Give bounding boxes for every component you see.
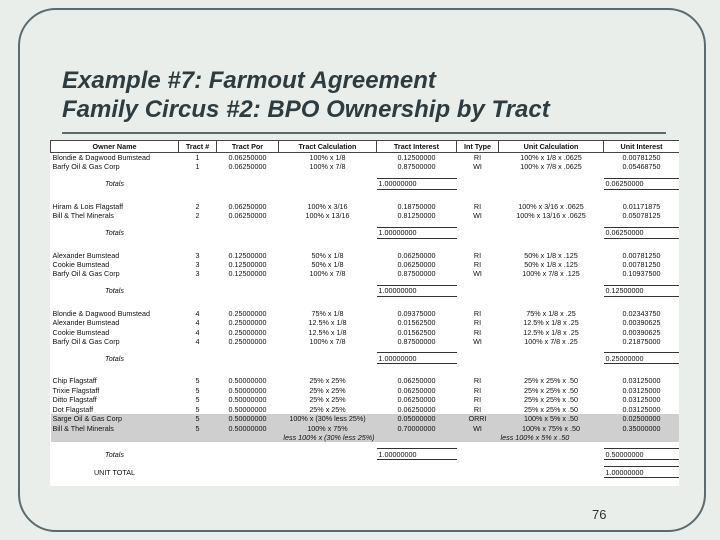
table-cell: 0.01562500 [397, 318, 436, 328]
table-cell: 0.03125000 [622, 385, 661, 395]
table-cell: 12.5% x 1/8 [308, 318, 347, 328]
tract-interest-total: 1.00000000 [377, 178, 457, 189]
totals-label: Totals [105, 286, 124, 296]
table-header-row [51, 141, 680, 153]
table-cell: Cookie Bumstead [52, 327, 110, 337]
table-cell: 0.00390625 [622, 318, 661, 328]
table-cell: 0.00390625 [622, 327, 661, 337]
table-cell: 0.25000000 [228, 337, 267, 347]
totals-row [51, 285, 680, 296]
table-cell: Sarge Oil & Gas Corp [51, 414, 179, 423]
table-cell: 0.00781250 [622, 250, 661, 260]
table-cell: 75% x 1/8 [311, 308, 344, 318]
column-header: Tract Interest [377, 141, 457, 153]
table-cell: 0.00781250 [622, 260, 661, 270]
table-cell: 5 [195, 385, 200, 395]
table-cell: 0.03125000 [622, 395, 661, 405]
column-header: Tract Calculation [279, 141, 377, 153]
table-cell: 0.87500000 [397, 269, 436, 279]
table-cell: 0.02500000 [604, 414, 680, 423]
table-row [51, 251, 680, 260]
page-number: 76 [592, 507, 607, 522]
totals-label: Totals [105, 227, 124, 237]
table-cell: WI [473, 269, 482, 279]
table-cell: 25% x 25% x .50 [524, 404, 578, 414]
table-cell: 12.5% x 1/8 [308, 327, 347, 337]
table-cell: 25% x 25% x .50 [524, 395, 578, 405]
table-cell: RI [473, 153, 482, 162]
less-tract-calculation: less 100% x (30% less 25%) [217, 433, 377, 442]
unit-total-label: UNIT TOTAL [93, 467, 135, 477]
table-cell: 25% x 25% [309, 385, 346, 395]
table-cell: 0.06250000 [397, 250, 436, 260]
table-cell: 12.5% x 1/8 x .25 [523, 327, 579, 337]
unit-interest-total: 0.25000000 [604, 353, 680, 364]
spacer-row [51, 460, 680, 467]
table-cell: 0.06250000 [228, 153, 267, 162]
table-cell: 0.35000000 [604, 424, 680, 433]
table-cell: 50% x 1/8 [311, 260, 344, 270]
table-cell: 0.06250000 [228, 211, 267, 221]
table-cell: 12.5% x 1/8 x .25 [523, 318, 579, 328]
table-cell: 25% x 25% x .50 [524, 376, 578, 386]
column-header: Int Type [457, 141, 499, 153]
table-cell: 0.18750000 [397, 201, 436, 211]
table-cell: Blondie & Dagwood Bumstead [52, 308, 150, 318]
table-cell: Alexander Bumstead [52, 318, 120, 328]
table-cell: 100% x (30% less 25%) [279, 414, 377, 423]
table-cell: 5 [195, 395, 200, 405]
table-cell: Cookie Bumstead [52, 260, 110, 270]
table-row [51, 395, 680, 404]
table-cell: 0.05468750 [622, 162, 661, 172]
totals-label: Totals [105, 449, 124, 459]
table-cell: 0.21875000 [622, 337, 661, 347]
column-header: Owner Name [51, 141, 179, 153]
less-note-row [51, 433, 680, 442]
title-line-2: Family Circus #2: BPO Ownership by Tract [62, 96, 550, 123]
table-cell: 0.00781250 [622, 153, 661, 162]
totals-row [51, 449, 680, 460]
table-cell: 0.50000000 [228, 404, 267, 414]
table-cell: RI [473, 327, 482, 337]
table-cell: 5 [179, 414, 217, 423]
table-row [51, 269, 680, 278]
unit-interest-total: 0.50000000 [604, 449, 680, 460]
table-cell: Barfy Oil & Gas Corp [52, 337, 120, 347]
table-cell: RI [473, 404, 482, 414]
unit-interest-total: 0.06250000 [604, 178, 680, 189]
table-cell: RI [473, 260, 482, 270]
table-cell: 0.10937500 [622, 269, 661, 279]
table-row [51, 318, 680, 327]
table-cell: 100% x 3/16 [307, 201, 348, 211]
table-cell: 0.05000000 [377, 414, 457, 423]
tract-interest-total: 1.00000000 [377, 353, 457, 364]
table-cell: 4 [195, 327, 200, 337]
table-cell: 0.06250000 [228, 162, 267, 172]
table-cell: RI [473, 385, 482, 395]
table-cell: 0.87500000 [397, 162, 436, 172]
table-cell: RI [473, 250, 482, 260]
table-cell: 100% x 1/8 [309, 153, 346, 162]
table-cell: 0.06250000 [397, 404, 436, 414]
table-cell: ORRI [457, 414, 499, 423]
table-cell: 0.12500000 [228, 250, 267, 260]
table-cell: 1 [195, 153, 200, 162]
table-cell: 0.06250000 [397, 376, 436, 386]
table-cell: 0.50000000 [217, 424, 279, 433]
table-row [51, 386, 680, 395]
table-cell: 0.01171875 [622, 201, 661, 211]
table-row [51, 414, 680, 423]
table-cell: 100% x 7/8 x .125 [522, 269, 580, 279]
table-cell: Hiram & Lois Flagstaff [52, 201, 124, 211]
table-cell: Bill & Thel Minerals [51, 424, 179, 433]
table-row [51, 153, 680, 163]
table-cell: 0.06250000 [397, 395, 436, 405]
tract-interest-total: 1.00000000 [377, 227, 457, 238]
table-cell: 0.70000000 [377, 424, 457, 433]
tract-interest-total: 1.00000000 [377, 285, 457, 296]
table-cell: 100% x 1/8 x .0625 [520, 153, 582, 162]
table-cell: 5 [179, 424, 217, 433]
table-cell: 0.12500000 [228, 269, 267, 279]
table-cell: 5 [195, 404, 200, 414]
less-unit-calculation: less 100% x 5% x .50 [499, 433, 680, 442]
table-cell: RI [473, 318, 482, 328]
unit-total-value: 1.00000000 [604, 467, 680, 478]
table-cell: Barfy Oil & Gas Corp [52, 269, 120, 279]
table-cell: Bill & Thel Minerals [52, 211, 114, 221]
table-cell: Dot Flagstaff [52, 404, 94, 414]
unit-interest-total: 0.12500000 [604, 285, 680, 296]
table-cell: 100% x 7/8 x .0625 [520, 162, 582, 172]
table-cell: 25% x 25% [309, 404, 346, 414]
table-cell: 100% x 7/8 [309, 337, 346, 347]
table-cell: 100% x 75% [279, 424, 377, 433]
totals-label: Totals [105, 353, 124, 363]
table-cell: 100% x 13/16 x .0625 [516, 211, 586, 221]
table-cell: 4 [195, 318, 200, 328]
bpo-ownership-table [50, 140, 679, 478]
table-cell: 100% x 13/16 [305, 211, 350, 221]
column-header: Tract # [179, 141, 217, 153]
column-header: Unit Calculation [499, 141, 604, 153]
table-row [51, 337, 680, 346]
table-cell: RI [473, 395, 482, 405]
table-cell: RI [473, 201, 482, 211]
table-cell: Alexander Bumstead [52, 250, 120, 260]
table-row [51, 376, 680, 385]
table-cell: 2 [195, 201, 200, 211]
table-cell: 4 [195, 337, 200, 347]
table-cell: 100% x 75% x .50 [499, 424, 604, 433]
table-cell: WI [473, 211, 482, 221]
table-cell: WI [473, 162, 482, 172]
table-cell: WI [457, 424, 499, 433]
table-cell: 25% x 25% x .50 [524, 385, 578, 395]
title-line-1: Example #7: Farmout Agreement [62, 67, 436, 94]
table-cell: Ditto Flagstaff [52, 395, 97, 405]
table-cell: 0.06250000 [397, 260, 436, 270]
unit-interest-total: 0.06250000 [604, 227, 680, 238]
totals-label: Totals [105, 179, 124, 189]
table-body [51, 153, 680, 478]
table-cell: 0.12500000 [228, 260, 267, 270]
table-cell: Trixie Flagstaff [52, 385, 100, 395]
table-cell: WI [473, 337, 482, 347]
table-cell: 100% x 7/8 [309, 162, 346, 172]
table-cell: 0.25000000 [228, 318, 267, 328]
table-cell: 0.50000000 [228, 385, 267, 395]
table-cell: 50% x 1/8 x .125 [524, 250, 578, 260]
column-header: Unit Interest [604, 141, 680, 153]
table-row [51, 260, 680, 269]
totals-row [51, 178, 680, 189]
table-cell: 0.25000000 [228, 308, 267, 318]
table-row [51, 202, 680, 211]
table-cell: 0.50000000 [228, 395, 267, 405]
title-rule [62, 132, 666, 134]
table-cell: 100% x 5% x .50 [499, 414, 604, 423]
tract-interest-total: 1.00000000 [377, 449, 457, 460]
table-cell: 25% x 25% [309, 395, 346, 405]
table-cell: 0.02343750 [622, 308, 661, 318]
table-cell: 0.03125000 [622, 376, 661, 386]
table-cell: RI [473, 376, 482, 386]
table-cell: 5 [195, 376, 200, 386]
table-cell: 100% x 3/16 x .0625 [518, 201, 584, 211]
table-cell: 0.87500000 [397, 337, 436, 347]
table-cell: Chip Flagstaff [52, 376, 97, 386]
table-cell: 4 [195, 308, 200, 318]
ownership-spreadsheet [50, 140, 679, 486]
totals-row [51, 227, 680, 238]
table-cell: 0.25000000 [228, 327, 267, 337]
table-cell: 0.50000000 [217, 414, 279, 423]
table-cell: Blondie & Dagwood Bumstead [52, 153, 150, 162]
table-cell: Barfy Oil & Gas Corp [52, 162, 120, 172]
table-cell: 3 [195, 250, 200, 260]
table-cell: 0.01562500 [397, 327, 436, 337]
column-header: Tract Por [217, 141, 279, 153]
table-cell: 100% x 7/8 x .25 [524, 337, 578, 347]
table-row [51, 424, 680, 433]
table-cell: RI [473, 308, 482, 318]
table-row [51, 309, 680, 318]
table-cell: 50% x 1/8 [311, 250, 344, 260]
table-cell: 0.09375000 [397, 308, 436, 318]
table-cell: 3 [195, 260, 200, 270]
table-row [51, 162, 680, 171]
table-cell: 0.06250000 [397, 385, 436, 395]
table-cell: 75% x 1/8 x .25 [526, 308, 576, 318]
table-row [51, 211, 680, 220]
table-cell: 50% x 1/8 x .125 [524, 260, 578, 270]
table-cell: 0.50000000 [228, 376, 267, 386]
table-cell: 3 [195, 269, 200, 279]
table-cell: 25% x 25% [309, 376, 346, 386]
table-row [51, 405, 680, 414]
table-cell: 2 [195, 211, 200, 221]
table-cell: 0.12500000 [397, 153, 436, 162]
unit-total-row [51, 467, 680, 478]
table-cell: 0.06250000 [228, 201, 267, 211]
totals-row [51, 353, 680, 364]
slide-title [62, 66, 682, 124]
table-cell: 100% x 7/8 [309, 269, 346, 279]
table-cell: 0.05078125 [622, 211, 661, 221]
table-cell: 1 [195, 162, 200, 172]
table-cell: 0.03125000 [622, 404, 661, 414]
table-row [51, 328, 680, 337]
table-cell: 0.81250000 [397, 211, 436, 221]
